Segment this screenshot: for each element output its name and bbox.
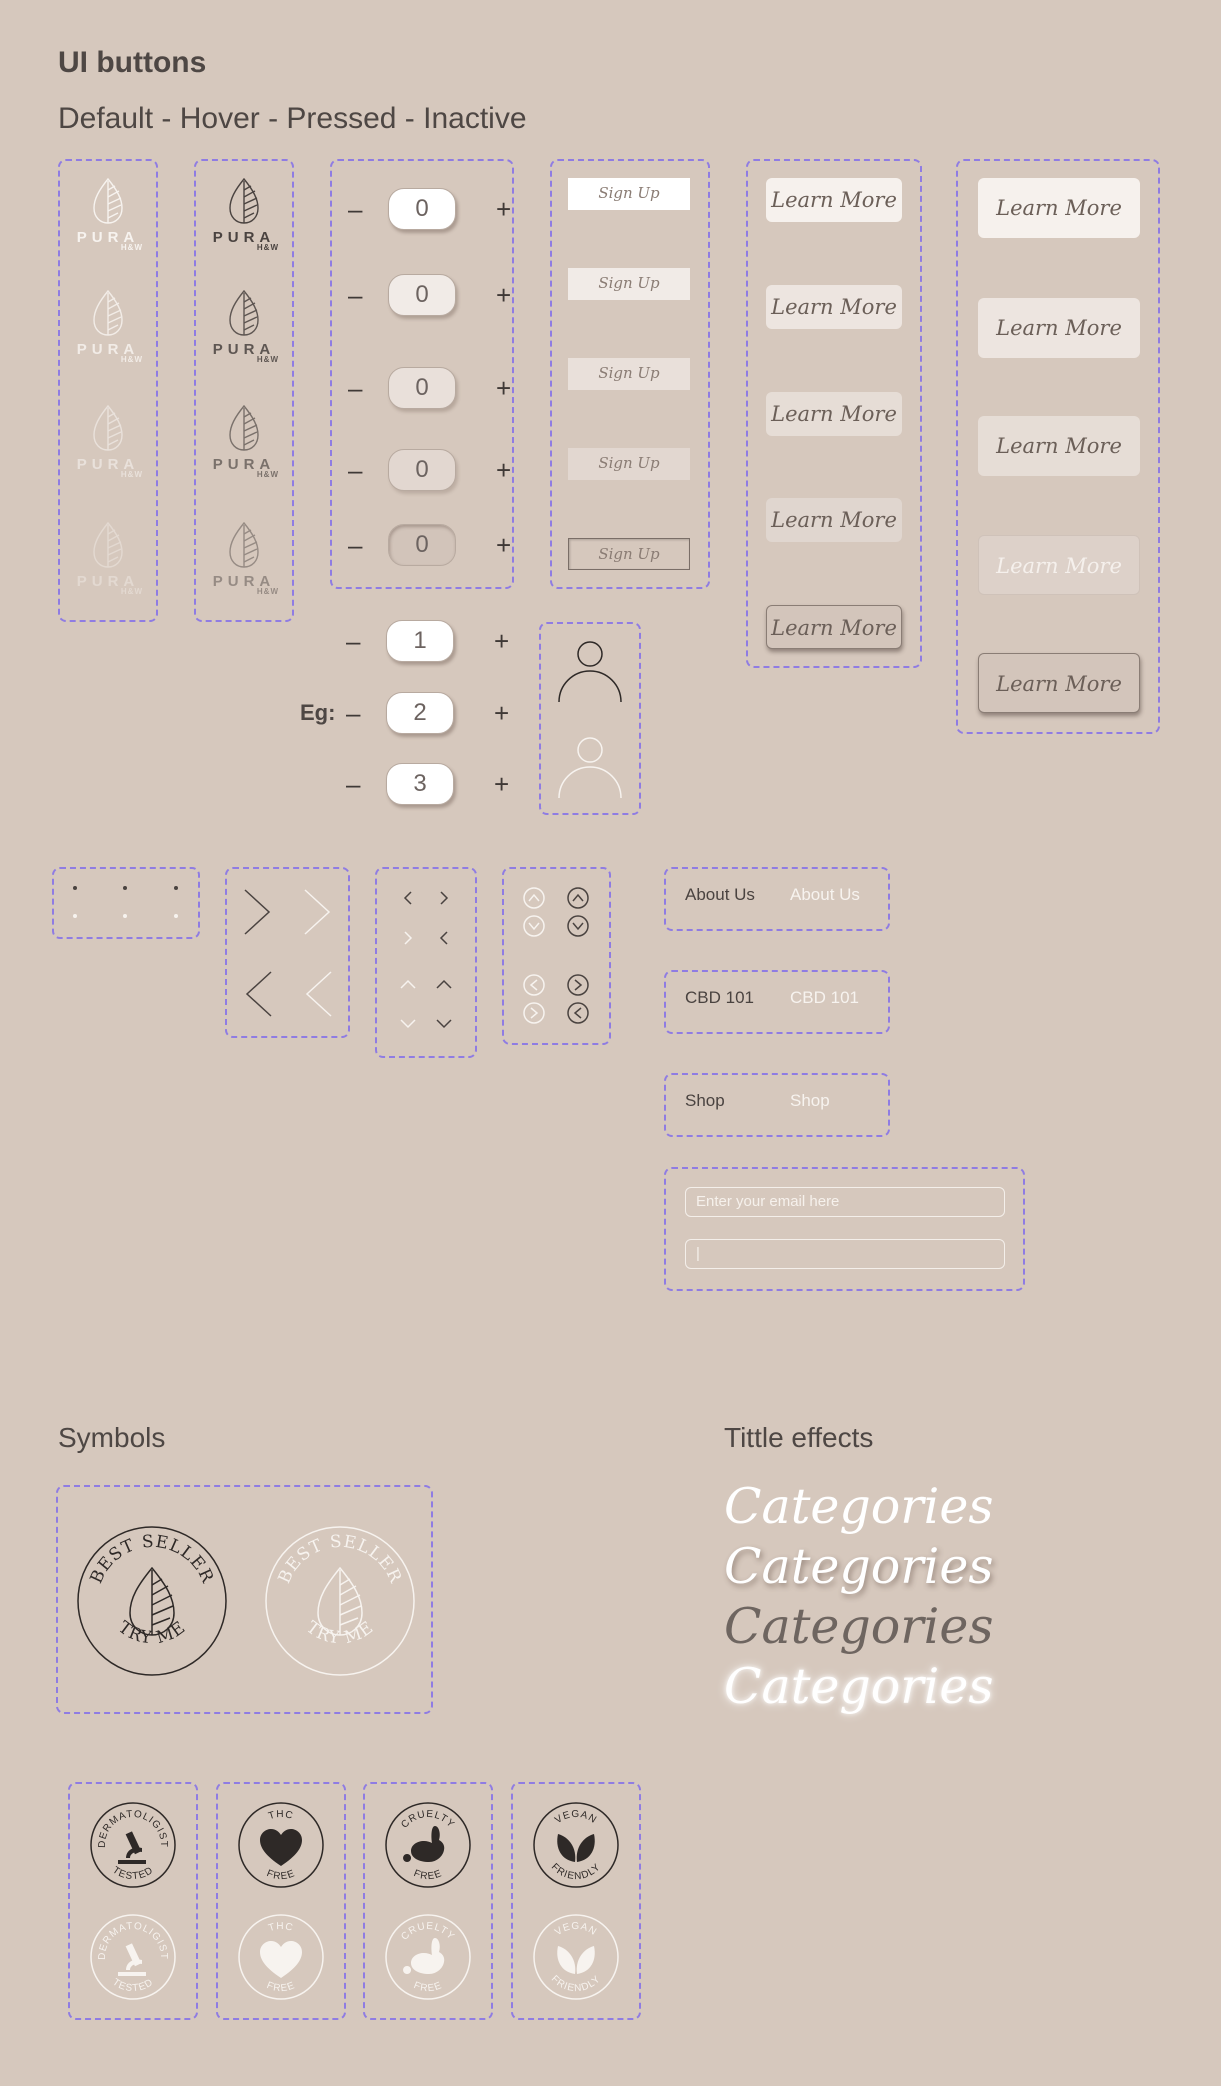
pura-logo-light-2[interactable] — [63, 403, 153, 479]
svg-text:FRIENDLY — [549, 1862, 603, 1883]
learn-more-small-3[interactable]: Learn More — [766, 498, 902, 542]
states-heading: Default - Hover - Pressed - Inactive — [58, 102, 527, 135]
leaves-badge-dark — [531, 1800, 621, 1890]
logo-sub: H&W — [120, 587, 143, 596]
seal-top-text: BEST SELLER — [86, 1531, 218, 1587]
logo-word: PURA — [212, 229, 276, 246]
pagination-dots[interactable] — [60, 875, 190, 931]
pura-logo-dark-0[interactable] — [199, 176, 289, 252]
badge-top-text: CRUELTY — [399, 1920, 457, 1943]
badge-top-text: THC — [267, 1920, 295, 1935]
badge-top-text: VEGAN — [553, 1920, 599, 1939]
badge-bottom-text: TESTED — [110, 1976, 156, 1995]
plus-button[interactable]: + — [494, 626, 510, 656]
seal-light-top-text: BEST SELLER — [274, 1531, 406, 1587]
quantity-stepper-state-0 — [348, 188, 518, 232]
svg-text:CRUELTY — [399, 1921, 456, 1943]
about-link-hover[interactable]: About Us — [790, 885, 860, 904]
pura-logo-dark-3[interactable] — [199, 520, 289, 596]
avatar-icons — [555, 640, 625, 800]
svg-text:FREE — [412, 1980, 444, 1994]
shop-link-default[interactable]: Shop — [685, 1091, 725, 1110]
quantity-value[interactable]: 0 — [388, 188, 456, 230]
circle-down-light-icon[interactable] — [524, 916, 544, 936]
plus-button[interactable]: + — [496, 373, 512, 403]
best-seller-seal-light — [262, 1523, 418, 1679]
chevron-right-small-light-icon[interactable] — [441, 892, 447, 904]
about-nav — [666, 867, 890, 929]
badge-bottom-text: FRIENDLY — [548, 1861, 604, 1883]
quantity-value[interactable]: 3 — [386, 763, 454, 805]
heart-badge-light — [236, 1912, 326, 2002]
learn-more-small-1[interactable]: Learn More — [766, 285, 902, 329]
cbd-link-hover[interactable]: CBD 101 — [790, 988, 859, 1007]
svg-text:TESTED — [110, 1977, 155, 1994]
svg-text:THC — [267, 1809, 294, 1822]
learn-more-large-0[interactable]: Learn More — [978, 178, 1140, 238]
badge-top-text: CRUELTY — [399, 1808, 457, 1831]
badge-top-text: THC — [267, 1808, 295, 1823]
svg-text:FREE — [412, 1868, 444, 1882]
quantity-value[interactable]: 2 — [386, 692, 454, 734]
avatar-light-icon — [559, 738, 621, 798]
logo-word: PURA — [76, 573, 140, 590]
svg-text:VEGAN — [553, 1921, 599, 1938]
logo-word: PURA — [212, 456, 276, 473]
sign-up-button-3[interactable]: Sign Up — [568, 448, 690, 480]
logo-word: PURA — [76, 341, 140, 358]
logo-sub: H&W — [256, 470, 279, 479]
pura-logo-light-3[interactable] — [63, 520, 153, 596]
cbd-link-default[interactable]: CBD 101 — [685, 988, 754, 1007]
microscope-icon — [118, 1943, 146, 1976]
learn-more-small-0[interactable]: Learn More — [766, 178, 902, 222]
badge-bottom-text: FREE — [265, 1868, 297, 1883]
circled-chevrons — [512, 880, 602, 1040]
chevron-up-small-dark-icon[interactable] — [401, 981, 415, 988]
avatar-dark-icon — [559, 642, 621, 702]
badge-bottom-text: FREE — [265, 1980, 297, 1995]
plus-button[interactable]: + — [496, 530, 512, 560]
badge-top-text: VEGAN — [553, 1808, 599, 1827]
logo-word: PURA — [212, 341, 276, 358]
heart-icon — [260, 1829, 302, 1866]
circle-right-light-icon[interactable] — [524, 1003, 544, 1023]
minus-button[interactable]: – — [346, 769, 361, 799]
rabbit-icon — [403, 1826, 444, 1862]
quantity-value[interactable]: 0 — [388, 367, 456, 409]
minus-button[interactable]: – — [348, 455, 363, 485]
minus-button[interactable]: – — [346, 626, 361, 656]
quantity-value[interactable]: 0 — [388, 274, 456, 316]
sign-up-button-0[interactable]: Sign Up — [568, 178, 690, 210]
minus-button[interactable]: – — [348, 280, 363, 310]
quantity-stepper-state-2 — [348, 367, 518, 411]
chevron-right-light-icon[interactable] — [305, 890, 329, 934]
shop-link-hover[interactable]: Shop — [790, 1091, 830, 1110]
chevron-right-dark-icon[interactable] — [245, 890, 269, 934]
badge-top-text: DERMATOLIGIST — [96, 1808, 170, 1849]
seal-bottom-text: TRY ME — [114, 1617, 190, 1649]
logo-sub: H&W — [256, 243, 279, 252]
learn-more-large-1[interactable]: Learn More — [978, 298, 1140, 358]
chevron-left-light-icon[interactable] — [307, 972, 331, 1016]
logo-sub: H&W — [120, 470, 143, 479]
email-group — [664, 1167, 1025, 1291]
logo-word: PURA — [76, 229, 140, 246]
categories-title-shadow: Categories — [724, 1538, 994, 1595]
heart-icon — [260, 1941, 302, 1978]
plus-button[interactable]: + — [494, 698, 510, 728]
learn-more-large-2[interactable]: Learn More — [978, 416, 1140, 476]
example-label: Eg: — [300, 700, 336, 725]
badge-bottom-text: FRIENDLY — [548, 1973, 604, 1995]
chevron-down-small-light-icon[interactable] — [437, 1020, 451, 1027]
quantity-stepper-example-0 — [346, 620, 516, 664]
quantity-stepper-example-2 — [346, 763, 516, 807]
circle-up-dark-icon[interactable] — [568, 888, 588, 908]
quantity-stepper-state-4 — [348, 524, 518, 568]
big-chevrons — [235, 880, 345, 1030]
minus-button[interactable]: – — [348, 194, 363, 224]
leaves-badge-light — [531, 1912, 621, 2002]
ui-buttons-heading: UI buttons — [58, 46, 207, 79]
seal-light-bottom-text: TRY ME — [302, 1617, 378, 1649]
logo-sub: H&W — [256, 355, 279, 364]
quantity-stepper-state-1 — [348, 274, 518, 318]
small-chevrons — [385, 880, 467, 1050]
svg-text:FREE — [265, 1868, 297, 1882]
categories-title-plain: Categories — [724, 1478, 994, 1535]
rabbit-icon — [403, 1938, 444, 1974]
plus-button[interactable]: + — [496, 455, 512, 485]
quantity-stepper-example-1 — [346, 692, 516, 736]
plus-button[interactable]: + — [496, 280, 512, 310]
chevron-left-small-light2-icon[interactable] — [441, 932, 447, 944]
circle-left-light-icon[interactable] — [524, 975, 544, 995]
svg-text:TESTED — [110, 1865, 155, 1882]
minus-button[interactable]: – — [346, 698, 361, 728]
circle-right-dark-icon[interactable] — [568, 975, 588, 995]
learn-more-large-3[interactable]: Learn More — [978, 535, 1140, 595]
heart-badge-dark — [236, 1800, 326, 1890]
svg-text:FREE — [265, 1980, 297, 1994]
pura-logo-light-0[interactable] — [63, 176, 153, 252]
rabbit-badge-dark — [383, 1800, 473, 1890]
chevron-down-small-dark-icon[interactable] — [401, 1020, 415, 1027]
pura-logo-light-1[interactable] — [63, 288, 153, 364]
symbols-heading: Symbols — [58, 1422, 166, 1453]
microscope-badge-light — [88, 1912, 178, 2002]
about-link-default[interactable]: About Us — [685, 885, 755, 904]
chevron-up-small-light-icon[interactable] — [437, 981, 451, 988]
quantity-value[interactable]: 1 — [386, 620, 454, 662]
quantity-value[interactable]: 0 — [388, 449, 456, 491]
badge-bottom-text: TESTED — [110, 1864, 156, 1883]
chevron-right-small-light2-icon[interactable] — [405, 932, 411, 944]
circle-up-light-icon[interactable] — [524, 888, 544, 908]
microscope-icon — [118, 1831, 146, 1864]
plus-button[interactable]: + — [494, 769, 510, 799]
email-input-active[interactable]: | — [685, 1239, 1005, 1269]
logo-sub: H&W — [120, 243, 143, 252]
cbd-nav — [666, 970, 890, 1032]
categories-title-glow: Categories — [724, 1658, 994, 1715]
plus-button[interactable]: + — [496, 194, 512, 224]
badge-bottom-text: FREE — [412, 1980, 444, 1995]
email-input-placeholder[interactable]: Enter your email here — [685, 1187, 1005, 1217]
rabbit-badge-light — [383, 1912, 473, 2002]
best-seller-seal-dark — [74, 1523, 230, 1679]
logo-word: PURA — [212, 573, 276, 590]
svg-text:VEGAN — [553, 1809, 599, 1826]
leaves-icon — [557, 1834, 595, 1862]
logo-sub: H&W — [120, 355, 143, 364]
minus-button[interactable]: – — [348, 373, 363, 403]
logo-word: PURA — [76, 456, 140, 473]
circle-down-dark-icon[interactable] — [568, 916, 588, 936]
pura-logo-dark-2[interactable] — [199, 403, 289, 479]
title-effects-heading: Tittle effects — [724, 1422, 874, 1453]
leaves-icon — [557, 1946, 595, 1974]
microscope-badge-dark — [88, 1800, 178, 1890]
learn-more-small-2[interactable]: Learn More — [766, 392, 902, 436]
chevron-left-dark-icon[interactable] — [247, 972, 271, 1016]
shop-nav — [666, 1073, 890, 1135]
svg-text:CRUELTY — [399, 1809, 456, 1831]
quantity-value[interactable]: 0 — [388, 524, 456, 566]
badge-top-text: DERMATOLIGIST — [96, 1920, 170, 1961]
categories-title-dark: Categories — [724, 1598, 994, 1655]
learn-more-small-4[interactable]: Learn More — [766, 605, 902, 649]
chevron-left-small-dark-icon[interactable] — [405, 892, 411, 904]
sign-up-button-4[interactable]: Sign Up — [568, 538, 690, 570]
sign-up-button-2[interactable]: Sign Up — [568, 358, 690, 390]
badge-bottom-text: FREE — [412, 1868, 444, 1883]
pura-logo-dark-1[interactable] — [199, 288, 289, 364]
sign-up-button-1[interactable]: Sign Up — [568, 268, 690, 300]
circle-left-dark-icon[interactable] — [568, 1003, 588, 1023]
quantity-stepper-state-3 — [348, 449, 518, 493]
minus-button[interactable]: – — [348, 530, 363, 560]
logo-sub: H&W — [256, 587, 279, 596]
svg-text:THC — [267, 1921, 294, 1934]
svg-text:FRIENDLY — [549, 1974, 603, 1995]
learn-more-large-4[interactable]: Learn More — [978, 653, 1140, 713]
